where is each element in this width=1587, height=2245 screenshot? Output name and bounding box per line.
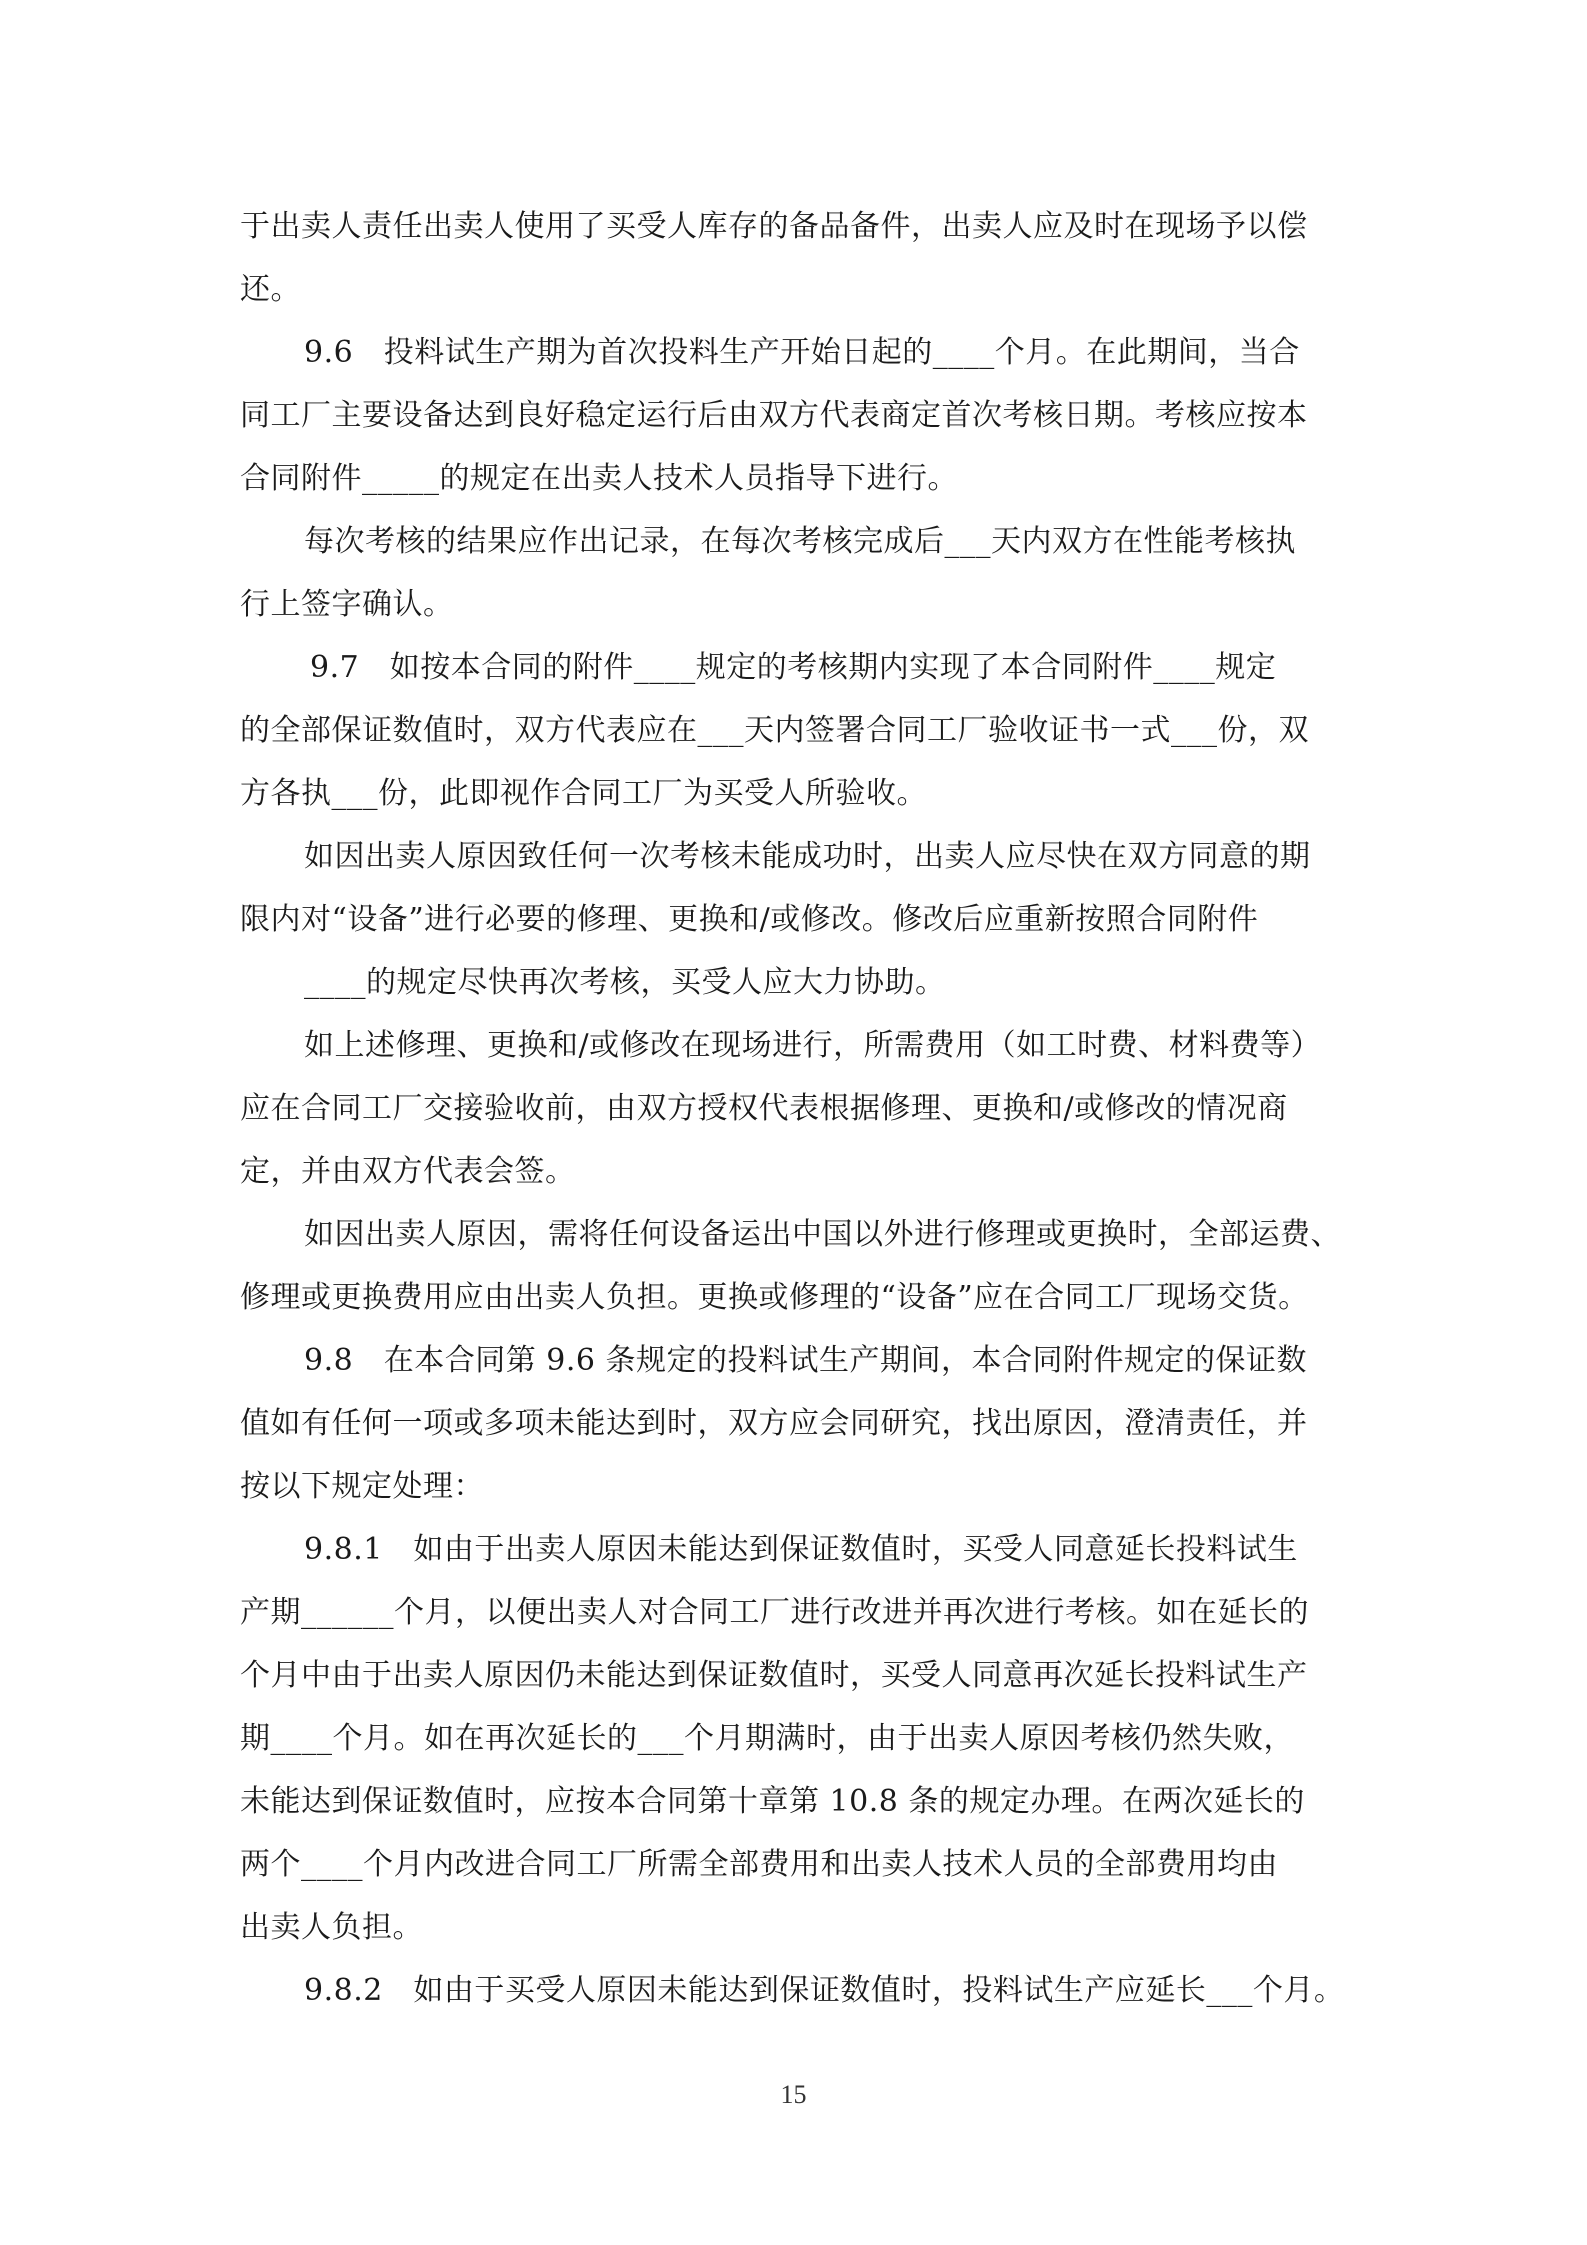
text-line: 定，并由双方代表会签。 — [240, 1154, 576, 1189]
text-line: 产期______个月，以便出卖人对合同工厂进行改进并再次进行考核。如在延长的 — [240, 1595, 1309, 1630]
body-text — [240, 195, 1362, 2022]
text-line: ____的规定尽快再次考核，买受人应大力协助。 — [304, 965, 946, 1000]
text-line: 于出卖人责任出卖人使用了买受人库存的备品备件，出卖人应及时在现场予以偿 — [240, 209, 1308, 244]
text-line: 方各执___份，此即视作合同工厂为买受人所验收。 — [240, 776, 927, 811]
text-line: 按以下规定处理： — [240, 1469, 484, 1504]
text-line: 同工厂主要设备达到良好稳定运行后由双方代表商定首次考核日期。考核应按本 — [240, 398, 1308, 433]
clause-9-6: 9.6 投料试生产期为首次投料生产开始日起的____个月。在此期间，当合 — [304, 335, 1300, 370]
text-line: 应在合同工厂交接验收前，由双方授权代表根据修理、更换和/或修改的情况商 — [240, 1091, 1288, 1126]
clause-9-8-2: 9.8.2 如由于买受人原因未能达到保证数值时，投料试生产应延长___个月。 — [304, 1973, 1345, 2008]
text-line: 出卖人负担。 — [240, 1910, 423, 1945]
paragraph-start: 如上述修理、更换和/或修改在现场进行，所需费用（如工时费、材料费等） — [304, 1028, 1322, 1063]
paragraph-start: 如因出卖人原因，需将任何设备运出中国以外进行修理或更换时，全部运费、 — [304, 1217, 1341, 1252]
text-line: 个月中由于出卖人原因仍未能达到保证数值时，买受人同意再次延长投料试生产 — [240, 1658, 1308, 1693]
text-line: 值如有任何一项或多项未能达到时，双方应会同研究，找出原因，澄清责任，并 — [240, 1406, 1308, 1441]
text-line: 期____个月。如在再次延长的___个月期满时，由于出卖人原因考核仍然失败， — [240, 1721, 1294, 1756]
text-line: 限内对“设备”进行必要的修理、更换和/或修改。修改后应重新按照合同附件 — [240, 902, 1259, 937]
page-number: 15 — [780, 2080, 807, 2109]
text-line: 两个____个月内改进合同工厂所需全部费用和出卖人技术人员的全部费用均由 — [240, 1847, 1278, 1882]
paragraph-start: 每次考核的结果应作出记录，在每次考核完成后___天内双方在性能考核执 — [304, 524, 1296, 559]
text-line: 还。 — [240, 272, 301, 307]
paragraph-start: 如因出卖人原因致任何一次考核未能成功时，出卖人应尽快在双方同意的期 — [304, 839, 1311, 874]
text-line: 的全部保证数值时，双方代表应在___天内签署合同工厂验收证书一式___份，双 — [240, 713, 1309, 748]
text-line: 合同附件_____的规定在出卖人技术人员指导下进行。 — [240, 461, 958, 496]
text-line: 修理或更换费用应由出卖人负担。更换或修理的“设备”应在合同工厂现场交货。 — [240, 1280, 1309, 1315]
clause-9-8: 9.8 在本合同第 9.6 条规定的投料试生产期间，本合同附件规定的保证数 — [304, 1343, 1307, 1378]
text-line: 未能达到保证数值时，应按本合同第十章第 10.8 条的规定办理。在两次延长的 — [240, 1784, 1305, 1819]
text-line: 行上签字确认。 — [240, 587, 454, 622]
clause-9-8-1: 9.8.1 如由于出卖人原因未能达到保证数值时，买受人同意延长投料试生 — [304, 1532, 1298, 1567]
clause-9-7: 9.7 如按本合同的附件____规定的考核期内实现了本合同附件____规定 — [310, 650, 1277, 685]
